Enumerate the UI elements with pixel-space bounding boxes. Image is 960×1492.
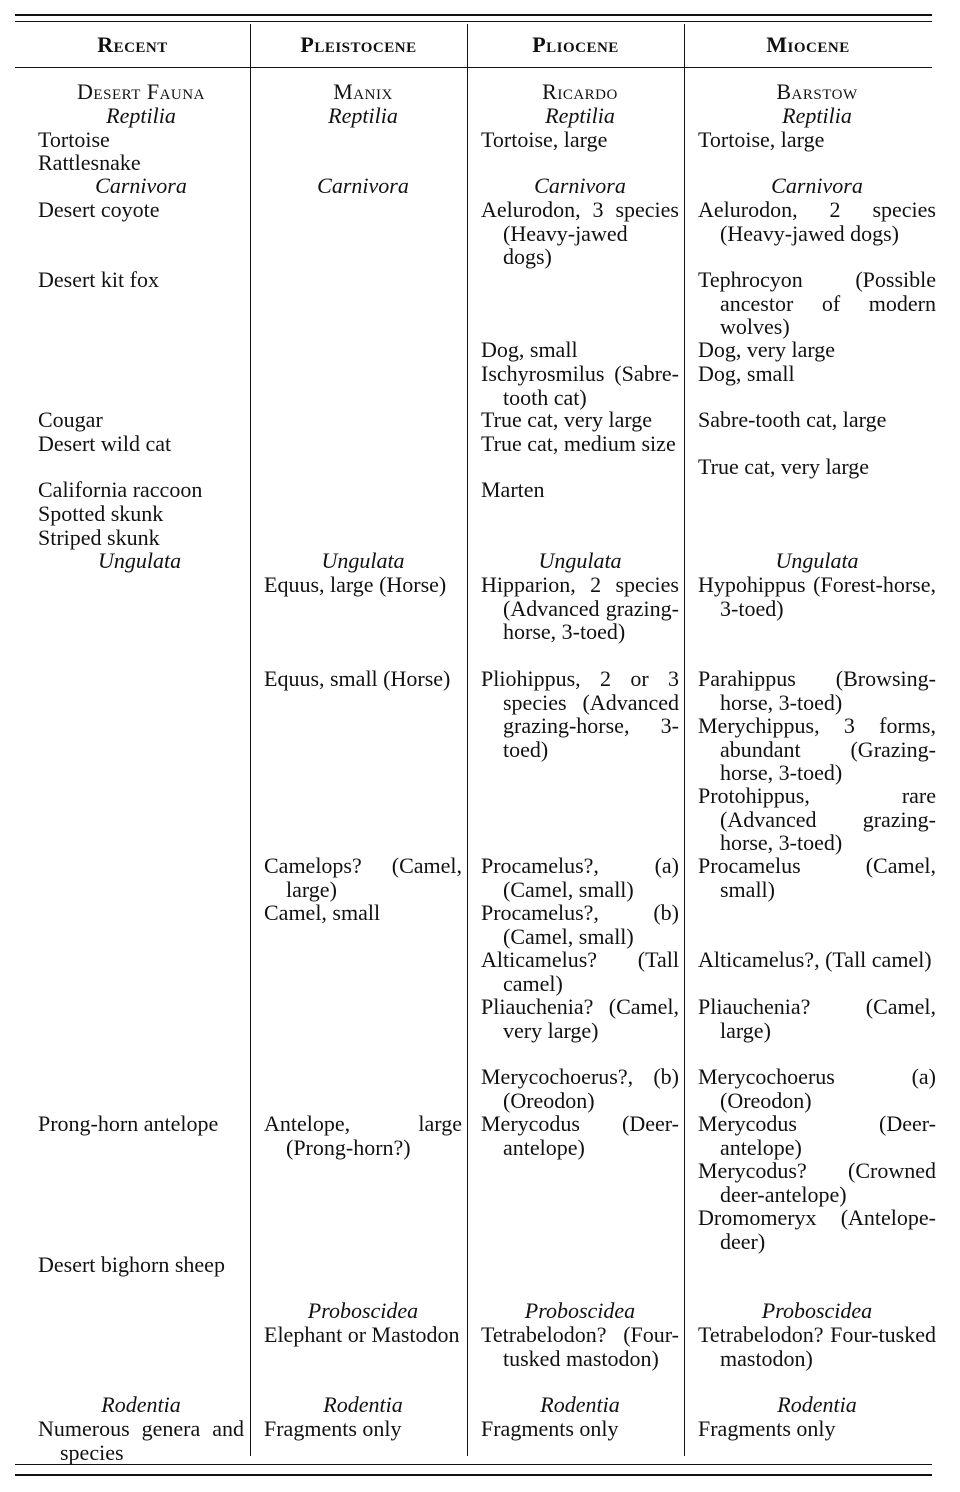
fauna-entry: Desert bighorn sheep [38, 1252, 225, 1277]
group-label: Ungulata [321, 548, 405, 573]
fauna-entry: Dog, small [481, 337, 578, 362]
fauna-entry: Merycodus? (Crowned deer-antelope) [698, 1158, 936, 1207]
fauna-entry: Desert coyote [38, 197, 160, 222]
fauna-entry: Ischyrosmilus (Sabre-tooth cat) [481, 361, 679, 410]
fauna-entry: Dog, very large [698, 337, 836, 362]
group-label: Rodentia [777, 1392, 857, 1417]
fauna-entry: Tortoise [38, 127, 110, 152]
fauna-entry: Dromomeryx (Antelope-deer) [698, 1205, 936, 1254]
fauna-entry: Camel, small [264, 900, 381, 925]
fauna-entry: Equus, large (Horse) [264, 572, 447, 597]
fauna-entry: Procamelus (Camel, small) [698, 853, 936, 902]
group-label: Rodentia [540, 1392, 620, 1417]
column-divider-2 [467, 24, 468, 1456]
group-label: Proboscidea [524, 1298, 636, 1323]
fauna-entry: Prong-horn antelope [38, 1111, 219, 1136]
fauna-entry: California raccoon [38, 477, 203, 502]
group-label: Carnivora [95, 173, 187, 198]
header-rule [15, 67, 932, 68]
fauna-entry: True cat, very large [698, 454, 870, 479]
fauna-entry: Aelurodon, 3 species (Heavy-jawed dogs) [481, 197, 679, 269]
fauna-entry: Spotted skunk [38, 501, 164, 526]
fauna-entry: Dog, small [698, 361, 795, 386]
bottom-rule-outer [15, 1474, 932, 1476]
fauna-entry: Tetrabelodon? Four-tusked mastodon) [698, 1322, 936, 1371]
group-label: Carnivora [317, 173, 409, 198]
group-label: Carnivora [534, 173, 626, 198]
fauna-entry: Desert wild cat [38, 431, 172, 456]
fauna-entry: Rattlesnake [38, 150, 141, 175]
fauna-entry: Alticamelus? (Tall camel) [481, 947, 679, 996]
fauna-entry: Elephant or Mastodon [264, 1322, 460, 1347]
group-label: Reptilia [545, 103, 615, 128]
fauna-entry: Merycodus (Deer-antelope) [481, 1111, 679, 1160]
fauna-entry: Striped skunk [38, 525, 160, 550]
fauna-entry: Merycochoerus?, (b) (Oreodon) [481, 1064, 679, 1113]
fauna-entry: Equus, small (Horse) [264, 666, 451, 691]
fauna-entry: Alticamelus?, (Tall camel) [698, 947, 932, 972]
fauna-entry: Sabre-tooth cat, large [698, 407, 887, 432]
site-name: Manix [333, 79, 393, 104]
fauna-entry: Marten [481, 477, 545, 502]
top-rule-inner [15, 21, 932, 22]
fauna-entry: Aelurodon, 2 species (Heavy-jawed dogs) [698, 197, 936, 246]
fauna-entry: Tortoise, large [698, 127, 825, 152]
fauna-entry: Tortoise, large [481, 127, 608, 152]
fauna-entry: Parahippus (Browsing-horse, 3-toed) [698, 666, 936, 715]
bottom-rule-inner [15, 1464, 932, 1465]
fauna-entry: Tephrocyon (Possible ancestor of modern wolves) [698, 267, 936, 339]
group-label: Rodentia [101, 1392, 181, 1417]
fauna-entry: Pliauchenia? (Camel, large) [698, 994, 936, 1043]
fauna-entry: Fragments only [264, 1416, 402, 1441]
fauna-entry: Desert kit fox [38, 267, 159, 292]
fauna-entry: Tetrabelodon? (Four-tusked mastodon) [481, 1322, 679, 1371]
fauna-entry: Merycodus (Deer-antelope) [698, 1111, 936, 1160]
header-pliocene: Pliocene [532, 32, 619, 57]
column-divider-3 [684, 24, 685, 1456]
site-name: Ricardo [542, 79, 618, 104]
group-label: Proboscidea [761, 1298, 873, 1323]
column-divider-1 [250, 24, 251, 1456]
group-label: Ungulata [775, 548, 859, 573]
fauna-entry: Pliohippus, 2 or 3 species (Advanced grazing-horse, 3-toed) [481, 666, 679, 762]
header-recent: Recent [97, 32, 168, 57]
group-label: Ungulata [538, 548, 622, 573]
fauna-entry: Hipparion, 2 species (Advanced grazing-horse, 3-toed) [481, 572, 679, 644]
group-label: Carnivora [771, 173, 863, 198]
fauna-entry: Camelops? (Camel, large) [264, 853, 462, 902]
fauna-entry: Fragments only [698, 1416, 836, 1441]
header-pleistocene: Pleistocene [300, 32, 417, 57]
group-label: Reptilia [106, 103, 176, 128]
fauna-entry: Cougar [38, 407, 103, 432]
top-rule-outer [15, 14, 932, 16]
fauna-entry: Pliauchenia? (Camel, very large) [481, 994, 679, 1043]
group-label: Reptilia [782, 103, 852, 128]
fauna-entry: Hypohippus (Forest-horse, 3-toed) [698, 572, 936, 621]
fauna-entry: True cat, very large [481, 407, 653, 432]
group-label: Rodentia [323, 1392, 403, 1417]
fauna-entry: Merychippus, 3 forms, abundant (Grazing-horse, 3-toed) [698, 713, 936, 785]
fauna-entry: Merycochoerus (a) (Oreodon) [698, 1064, 936, 1113]
fauna-entry: True cat, medium size [481, 431, 676, 456]
fauna-entry: Numerous genera and species [38, 1416, 244, 1465]
fauna-entry: Fragments only [481, 1416, 619, 1441]
site-name: Desert Fauna [77, 79, 205, 104]
fauna-entry: Procamelus?, (b) (Camel, small) [481, 900, 679, 949]
fauna-entry: Protohippus, rare (Advanced grazing-horse, 3-toed) [698, 783, 936, 855]
site-name: Barstow [776, 79, 858, 104]
header-miocene: Miocene [766, 32, 850, 57]
fauna-entry: Procamelus?, (a) (Camel, small) [481, 853, 679, 902]
fauna-entry: Antelope, large (Prong-horn?) [264, 1111, 462, 1160]
group-label: Reptilia [328, 103, 398, 128]
group-label: Proboscidea [307, 1298, 419, 1323]
group-label: Ungulata [98, 548, 182, 573]
